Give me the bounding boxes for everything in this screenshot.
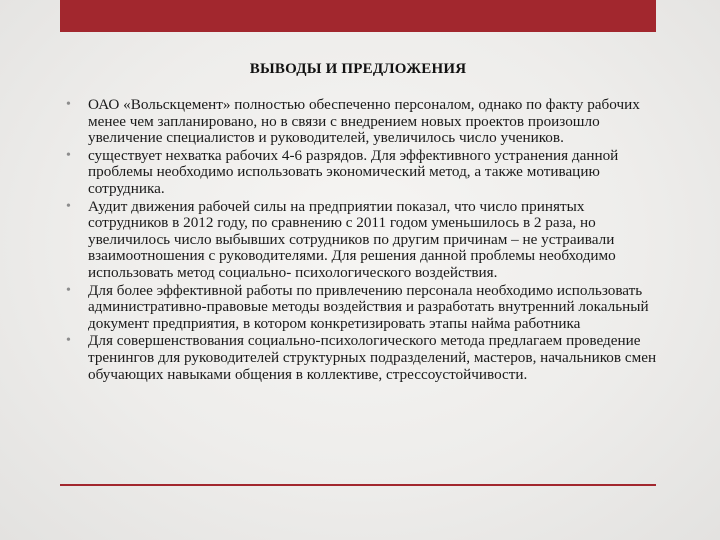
list-item-text: существует нехватка рабочих 4-6 разрядов. Для эффективного устранения данной проблемы необходимо использовать экономический метод, а также мотивацию сотрудника. [88,146,619,197]
bullet-icon: • [66,282,71,298]
list-item [66,283,666,333]
list-item [66,148,666,198]
list-item-text: Аудит движения рабочей силы на предприятии показал, что число принятых сотрудников в 2012 году, по сравнению с 2011 годом уменьшилось в 2 раза, но увеличилось число выбывших сотрудников по другим причинам – не устраивали взаимоотношения с руководителями. Для решения данной проблемы необходимо использовать метод социально- психологического воздействия. [88,197,616,281]
list-item-text: Для более эффективной работы по привлечению персонала необходимо использовать административно-правовые методы воздействия и разработать внутренний локальный документ предприятия, в котором конкретизировать этапы найма работника [88,281,649,332]
list-item [66,199,666,282]
slide-title: ВЫВОДЫ И ПРЕДЛОЖЕНИЯ [249,61,467,77]
bullet-icon: • [66,97,71,112]
bottom-divider [60,484,656,486]
list-item-text: ОАО «Вольскцемент» полностью обеспеченно персоналом, однако по факту рабочих менее чем запланировано, но в связи с внедрением новых проектов произошло увеличение специалистов и руководителей, увеличилось число учеников. [88,96,640,147]
list-item [66,97,666,147]
list-item [66,333,666,383]
bullet-icon: • [66,333,71,349]
list-item-text: Для совершенствования социально-психологического метода предлагаем проведение тренингов для руководителей структурных подразделений, мастеров, начальников смен обучающих навыками общения в коллективе, стрессоустойчивости. [88,332,657,383]
bullet-list [66,97,666,384]
bullet-icon: • [66,147,71,163]
top-accent-band [60,0,656,32]
bullet-icon: • [66,198,71,214]
